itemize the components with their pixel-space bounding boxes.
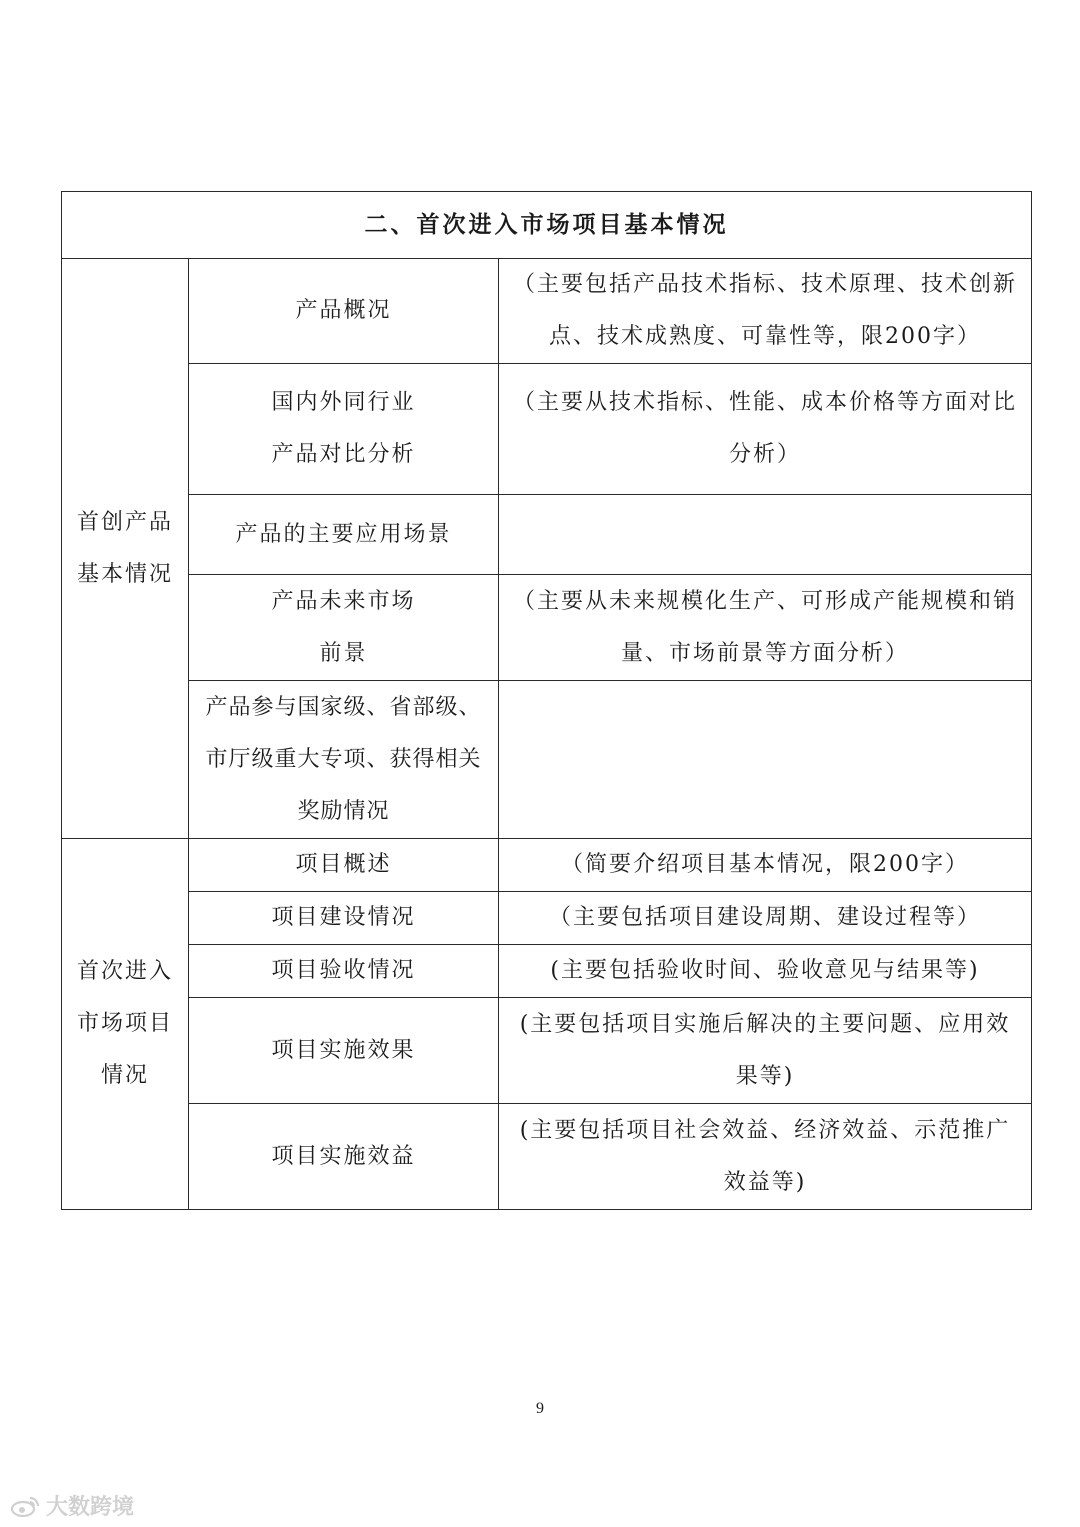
watermark-text: 大数跨境 [46, 1495, 135, 1520]
item-cell [189, 681, 499, 839]
section-label-line: 情况 [100, 1063, 149, 1088]
item-line: 产品的主要应用场景 [235, 521, 452, 547]
desc-line: （主要包括项目建设周期、建设过程等） [549, 905, 982, 930]
section-label-line: 市场项目 [76, 1011, 173, 1036]
desc-cell [499, 364, 1032, 495]
desc-line: 量、市场前景等方面分析） [621, 640, 910, 666]
item-cell [189, 259, 499, 364]
desc-line: （主要从技术指标、性能、成本价格等方面对比 [513, 390, 1018, 415]
item-line: 前景 [319, 640, 368, 666]
desc-line: （主要包括产品技术指标、技术原理、技术创新 [513, 272, 1018, 297]
item-line: 奖励情况 [297, 798, 390, 824]
desc-line: (主要包括验收时间、验收意见与结果等) [550, 958, 980, 983]
item-line: 产品未来市场 [271, 588, 416, 614]
desc-cell [499, 945, 1032, 998]
item-line: 项目验收情况 [271, 958, 416, 983]
desc-cell-empty [499, 495, 1032, 575]
desc-cell-empty [499, 681, 1032, 839]
desc-line: 果等) [735, 1063, 795, 1089]
item-cell [189, 945, 499, 998]
desc-cell [499, 892, 1032, 945]
weibo-logo-icon [10, 1495, 40, 1517]
desc-cell [499, 998, 1032, 1104]
section-label-line: 基本情况 [76, 561, 173, 587]
item-line: 项目建设情况 [271, 905, 416, 930]
section-label-line: 首创产品 [76, 509, 173, 535]
item-line: 项目概述 [295, 852, 392, 877]
desc-cell [499, 839, 1032, 892]
item-cell [189, 575, 499, 681]
item-line: 市厅级重大专项、获得相关 [205, 746, 482, 772]
item-cell [189, 998, 499, 1104]
item-cell [189, 495, 499, 575]
item-line: 国内外同行业 [271, 390, 416, 415]
desc-line: (主要包括项目实施后解决的主要问题、应用效 [519, 1011, 1011, 1037]
watermark [10, 1490, 134, 1521]
page-number: 9 [536, 1400, 544, 1417]
info-table [61, 191, 1032, 1210]
item-line: 项目实施效益 [271, 1143, 416, 1169]
desc-cell [499, 1104, 1032, 1210]
desc-line: (主要包括项目社会效益、经济效益、示范推广 [519, 1117, 1011, 1143]
item-line: 项目实施效果 [271, 1037, 416, 1063]
item-cell [189, 1104, 499, 1210]
item-cell [189, 892, 499, 945]
section-label-product [62, 259, 189, 839]
item-cell [189, 364, 499, 495]
desc-line: （主要从未来规模化生产、可形成产能规模和销 [513, 588, 1018, 614]
section-label-project [62, 839, 189, 1210]
desc-line: （简要介绍项目基本情况，限200字） [561, 852, 969, 877]
desc-line: 效益等) [723, 1169, 807, 1195]
item-line: 产品参与国家级、省部级、 [205, 694, 482, 720]
section-label-line: 首次进入 [76, 959, 173, 984]
item-cell [189, 839, 499, 892]
item-line: 产品概况 [295, 298, 392, 323]
desc-cell [499, 259, 1032, 364]
desc-line: 分析） [729, 442, 802, 467]
desc-cell [499, 575, 1032, 681]
desc-line: 点、技术成熟度、可靠性等，限200字） [549, 324, 981, 349]
table-title: 二、首次进入市场项目基本情况 [62, 192, 1032, 259]
item-line: 产品对比分析 [271, 442, 416, 467]
